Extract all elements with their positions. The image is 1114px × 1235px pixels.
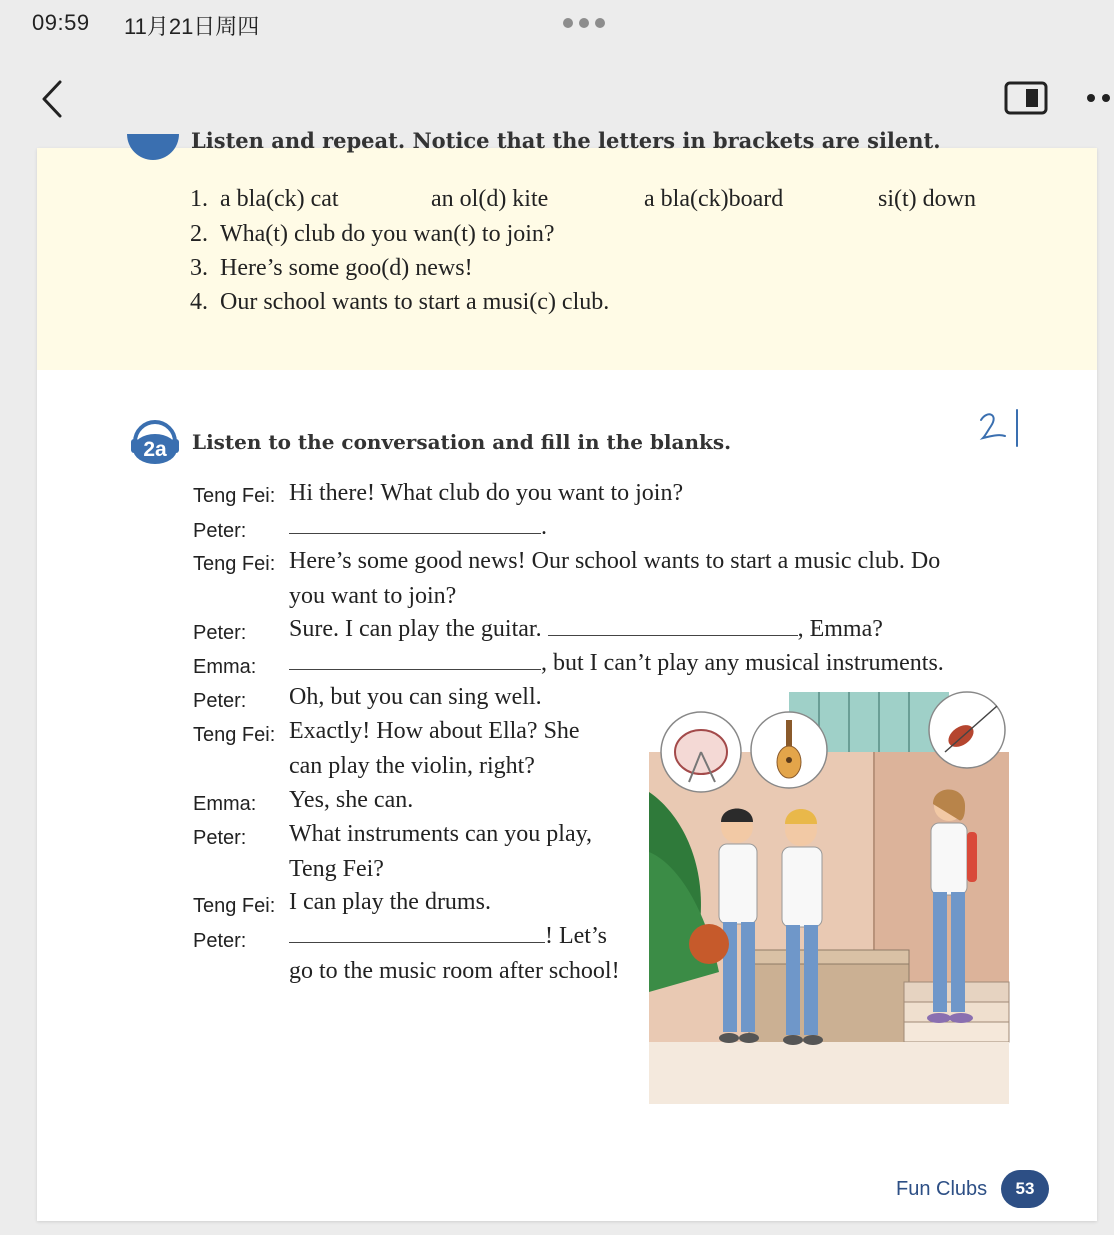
phrase-blackboard: a bla(ck)board <box>644 186 784 212</box>
exercise-number-badge <box>127 134 179 160</box>
item-2-text: Wha(t) club do you wan(t) to join? <box>220 221 555 247</box>
dialogue-line <box>289 923 607 950</box>
phrase-old-kite: an ol(d) kite <box>431 186 549 212</box>
dialogue-line-cont: Teng Fei? <box>289 856 384 882</box>
dialogue-line: Here’s some good news! Our school wants to start a music club. Do <box>289 548 941 574</box>
ellipsis-icon <box>1087 94 1110 102</box>
phrase-sit-down: si(t) down <box>878 186 976 212</box>
dialogue-text: , but I can’t play any musical instruments. <box>541 650 944 676</box>
exercise-2a-label: 2a <box>143 438 167 461</box>
multitasking-dots-icon[interactable] <box>563 18 605 28</box>
speaker-label: Peter: <box>193 930 247 952</box>
phrase-black-cat: a bla(ck) cat <box>220 186 339 212</box>
dialogue-text: . <box>541 514 547 540</box>
dialogue-line-cont: go to the music room after school! <box>289 958 620 984</box>
speaker-label: Emma: <box>193 656 257 678</box>
drum-bubble <box>661 712 741 792</box>
item-3-number: 3. <box>190 255 208 281</box>
guitar-bubble <box>751 712 827 788</box>
speaker-label: Peter: <box>193 690 247 712</box>
item-4-number: 4. <box>190 289 208 315</box>
status-time: 09:59 <box>32 10 90 35</box>
fill-blank-4[interactable] <box>289 924 545 943</box>
speaker-label: Teng Fei: <box>193 485 276 507</box>
unit-title: Fun Clubs <box>896 1178 988 1200</box>
dialogue-line: Exactly! How about Ella? She <box>289 718 580 744</box>
item-4-text: Our school wants to start a musi(c) club. <box>220 289 610 315</box>
back-button[interactable] <box>36 78 68 120</box>
dialogue-line: What instruments can you play, <box>289 821 593 847</box>
split-view-icon <box>1006 83 1046 113</box>
page-number: 53 <box>1001 1170 1049 1208</box>
textbook-page[interactable] <box>37 128 1097 1221</box>
violin-bubble <box>929 692 1005 768</box>
dialogue-line-cont: you want to join? <box>289 583 457 609</box>
layout-toggle-button[interactable] <box>1004 80 1048 116</box>
exercise-2a-badge <box>127 412 183 468</box>
speaker-label: Peter: <box>193 520 247 542</box>
handwritten-note <box>977 406 1023 448</box>
speaker-label: Teng Fei: <box>193 895 276 917</box>
fill-blank-2[interactable] <box>548 617 798 636</box>
item-2-number: 2. <box>190 221 208 247</box>
dialogue-line: Yes, she can. <box>289 787 414 813</box>
dialogue-line <box>289 650 944 677</box>
more-options-button[interactable] <box>1084 90 1114 106</box>
item-1-number: 1. <box>190 186 208 212</box>
fill-blank-3[interactable] <box>289 651 541 670</box>
dialogue-line <box>289 616 883 643</box>
speaker-label: Teng Fei: <box>193 724 276 746</box>
status-date: 11月21日周四 <box>124 14 260 39</box>
speaker-label: Teng Fei: <box>193 553 276 575</box>
handwritten-note-text: 21 <box>977 406 979 407</box>
item-3-text: Here’s some goo(d) news! <box>220 255 473 281</box>
dialogue-line-cont: can play the violin, right? <box>289 753 535 779</box>
speaker-label: Emma: <box>193 793 257 815</box>
dialogue-text: , Emma? <box>797 616 883 642</box>
exercise-title: Listen and repeat. Notice that the letters in brackets are silent. <box>191 128 941 153</box>
dialogue-line: I can play the drums. <box>289 889 491 915</box>
dialogue-text: ! Let’s <box>545 923 607 949</box>
chevron-left-icon <box>44 82 60 116</box>
status-bar <box>0 0 1109 50</box>
exercise-2a-title: Listen to the conversation and fill in the blanks. <box>192 430 732 454</box>
dialogue-line <box>289 514 547 541</box>
students-music-illustration <box>649 692 1009 1104</box>
dialogue-text: Sure. I can play the guitar. <box>289 616 542 642</box>
exercise-listen-repeat <box>37 128 1097 370</box>
fill-blank-1[interactable] <box>289 515 541 534</box>
dialogue-line: Oh, but you can sing well. <box>289 684 542 710</box>
speaker-label: Peter: <box>193 827 247 849</box>
dialogue-line: Hi there! What club do you want to join? <box>289 480 684 506</box>
speaker-label: Peter: <box>193 622 247 644</box>
